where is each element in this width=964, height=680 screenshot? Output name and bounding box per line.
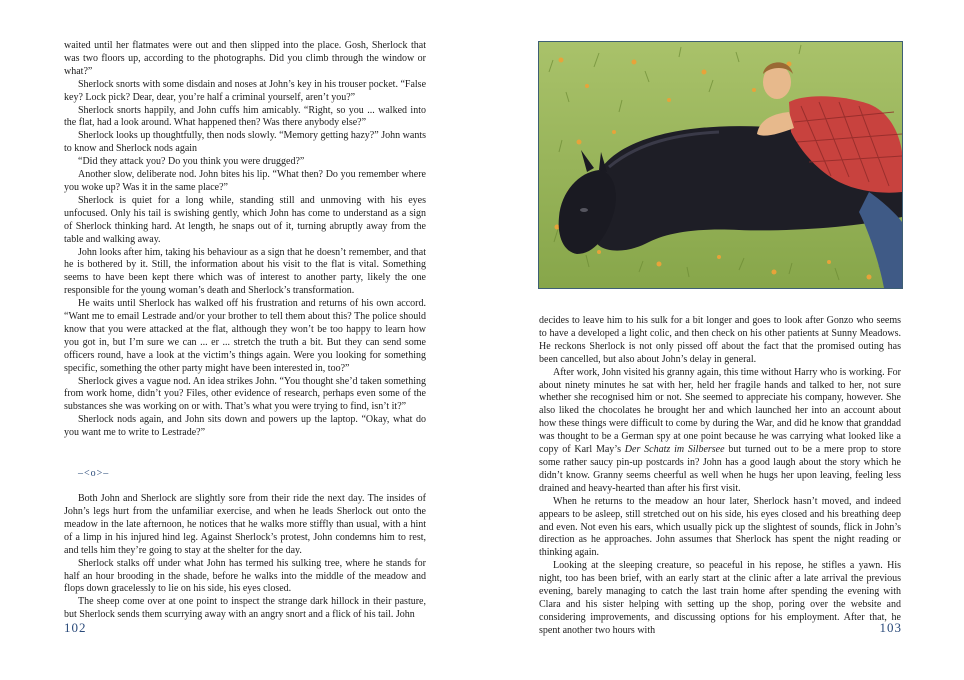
paragraph: Both John and Sherlock are slightly sore from their ride the next day. The insides of John’s legs hurt from the unfamiliar exercise, and when he leads Sherlock out onto the meadow in the late afternoon, he notices that he walks more stiffly than usual, with a hint of a limp in his injured hind leg. Against Sherlock’s protest, John condemns him to rest, and tells him they’re going to stay at the shelter for the day. xyxy=(64,493,426,556)
right-text-column xyxy=(539,315,901,638)
right-page xyxy=(482,0,964,680)
paragraph: When he returns to the meadow an hour later, Sherlock hasn’t moved, and indeed appears to be asleep, still stretched out on his side, his eyes closed and his breathing deep and even. Not even his ears, which usually pick up the slightest of sounds, flick in John’s direction as he approaches. John assumes that Sherlock has spent the night reading or thinking again. xyxy=(539,495,901,559)
paragraph: Sherlock nods again, and John sits down and powers up the laptop. “Okay, what do you want me to write to Lestrade?” xyxy=(64,414,426,439)
horse-lying-with-man-illustration-icon xyxy=(539,42,902,288)
paragraph: Sherlock gives a vague nod. An idea strikes John. “You thought she’d taken something from work home, didn’t you? Files, other evidence of research, perhaps even some of the substances she was working on or with. That’s what you were trying to find, isn’t it?” xyxy=(64,375,426,413)
paragraph: He waits until Sherlock has walked off his frustration and returns of his own accord. “Want me to email Lestrade and/or your brother to tell them about this? The police should know that you were attacked at the flat, although they won’t be too happy to learn how you got in, but I’m sure we can ... er ... stretch the truth a bit. But they can send some officers round, have a look at the victim’s things again. Were you looking for something specific, something the other party might have been interested in, too?” xyxy=(64,298,426,374)
left-paragraphs xyxy=(64,40,426,440)
right-paragraphs xyxy=(539,315,901,638)
paragraph: Sherlock stalks off under what John has termed his sulking tree, where he stands for half an hour brooding in the shade, before he walks into the middle of the meadow and flops down gracelessly to lie on his side, his eyes closed. xyxy=(64,557,426,595)
paragraph: Sherlock snorts happily, and John cuffs him amicably. “Right, so you ... walked into the flat, had a look around. What happened then? Was there anybody else?” xyxy=(64,104,426,129)
paragraph: Sherlock is quiet for a long while, standing still and unmoving with his eyes unfocused. Only his tail is swishing gently, which John has come to understand as a sign of Sherlock thinking hard. At length, he snaps out of it, turning abruptly away from the table and walking away. xyxy=(64,194,426,245)
paragraph: After work, John visited his granny again, this time without Harry who is working. For about ninety minutes he sat with her, held her fragile hands and talked to her, not sure whether she recognised him or not. She seemed to appreciate his company, however. She also liked the chocolates he brought her and which launched her into an account about how these things were difficult to come by during the War, and did he know that granddad was thought to be a German spy at one point because he was carrying what looked like a copy of Karl May’s Der Schatz im Silbersee but turned out to be a mere prop to store some rather saucy pin-up postcards in? John has a good laugh about the story which he didn’t know. Granny seems cheerful as well when he hugs her upon leaving, feeling less drained and heavy-hearted than after his first visit. xyxy=(539,366,902,494)
paragraph: Another slow, deliberate nod. John bites his lip. “What then? Do you remember where you woke up? Was it in the same place?” xyxy=(64,169,426,193)
paragraph: waited until her flatmates were out and then slipped into the place. Gosh, Sherlock that was two floors up, according to the photographs. Did you climb through the window or what?” xyxy=(64,40,426,77)
page-number-right: 103 xyxy=(879,620,902,635)
left-text-column xyxy=(64,40,426,622)
paragraph: “Did they attack you? Do you think you were drugged?” xyxy=(78,156,305,168)
paragraph: Sherlock looks up thoughtfully, then nods slowly. “Memory getting hazy?” John wants to know and Sherlock nods again xyxy=(64,130,426,155)
left-paragraphs-after xyxy=(64,493,426,622)
paragraph: decides to leave him to his sulk for a bit longer and goes to look after Gonzo who seems to have a developed a light colic, and then check on his other patients at Sunny Meadows. He reckons Sherlock is not only pissed off about the fact that the promised outing has been cancelled, but also about John’s delay in general. xyxy=(539,315,901,365)
page-number-left: 102 xyxy=(64,620,87,635)
scene-separator: –<o>– xyxy=(78,468,110,480)
horse-illustration xyxy=(538,41,903,289)
paragraph: Sherlock snorts with some disdain and noses at John’s key in his trouser pocket. “False key? Lock pick? Dear, dear, you’re half a criminal yourself, aren’t you?” xyxy=(64,78,427,103)
book-title: Der Schatz im Silbersee xyxy=(624,444,725,456)
paragraph: Looking at the sleeping creature, so peaceful in his repose, he stifles a yawn. His night, too has been brief, with an early start at the clinic after a late arrival the previous evening, barely managing to catch the last train home after spending the evening with Clara and his sister helping with setting up the shop, poring over the website and considering improvements, and discussing options for his employment. After that, he spent another two hours with xyxy=(539,560,901,636)
paragraph: John looks after him, taking his behaviour as a sign that he doesn’t remember, and that he is bothered by it. Still, the information about his visit to the flat is vital. Something seems to have been kept there which was of interest to another party, likely the one responsible for the young woman’s death and Sherlock’s transformation. xyxy=(64,246,426,297)
paragraph: The sheep come over at one point to inspect the strange dark hillock in their pasture, but Sherlock sends them scurrying away with an angry snort and a flick of his tail. John xyxy=(64,596,426,621)
